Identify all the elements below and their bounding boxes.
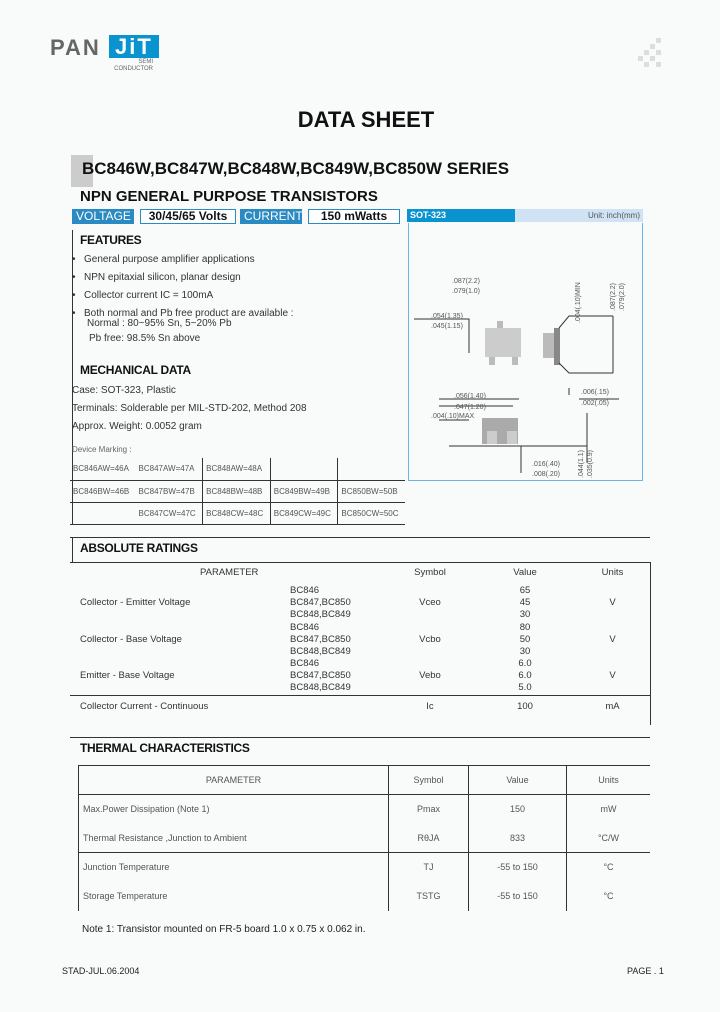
mech-case: Case: SOT-323, Plastic <box>72 385 176 396</box>
divider <box>70 537 650 538</box>
param: Collector - Emitter Voltage <box>80 596 191 608</box>
symbol: Pmax <box>389 795 469 824</box>
logo-sub2: CONDUCTOR <box>114 66 153 72</box>
page-title: DATA SHEET <box>297 107 435 132</box>
value: 833 <box>469 824 567 853</box>
right-rule <box>650 562 651 725</box>
value: 50 <box>519 633 531 645</box>
feature-subitems <box>87 316 232 346</box>
current-value: 150 mWatts <box>308 209 400 224</box>
unit: mW <box>567 795 651 824</box>
package-header <box>407 209 643 222</box>
feature-sub-normal: Normal : 80~95% Sn, 5~20% Pb <box>87 318 232 329</box>
thermal-heading: THERMAL CHARACTERISTICS <box>80 741 250 755</box>
header-value: Value <box>469 766 567 795</box>
cell: BC847AW=47A <box>136 458 203 480</box>
header-symbol: Symbol <box>389 766 469 795</box>
absolute-ratings-heading: ABSOLUTE RATINGS <box>80 541 198 555</box>
value: 6.0 <box>518 670 532 682</box>
dim-label: .079(1.0) <box>452 288 481 295</box>
unit: °C <box>567 853 651 882</box>
part: BC848,BC849 <box>290 608 351 620</box>
footer-doc-id: STAD-JUL.06.2004 <box>62 966 140 976</box>
header-parameter: PARAMETER <box>205 775 262 785</box>
dim-label: .016(.40) <box>532 461 561 468</box>
symbol: RθJA <box>389 824 469 853</box>
symbol: Vcbo <box>419 633 441 645</box>
table-row <box>79 795 651 824</box>
dim-label: .087(2.2) <box>610 282 617 311</box>
mechanical-heading: MECHANICAL DATA <box>80 363 191 377</box>
part: BC847,BC850 <box>290 596 351 608</box>
package-unit: Unit: inch(mm) <box>587 211 640 220</box>
absolute-ratings-table <box>70 562 650 719</box>
cell <box>338 458 405 480</box>
unit: V <box>609 596 616 608</box>
decorative-squares <box>636 38 666 68</box>
dim-label: .004(.10)MIN <box>575 282 582 323</box>
dim-label: .079(2.0) <box>619 282 626 311</box>
features-heading: FEATURES <box>80 233 142 247</box>
dim-label: .056(1.40) <box>454 393 486 400</box>
mechanical-lines <box>72 382 307 436</box>
symbol: TJ <box>389 853 469 882</box>
value: 65 <box>519 584 531 596</box>
current-label: CURRENT <box>240 209 302 224</box>
value: 150 <box>469 795 567 824</box>
cell <box>70 502 136 524</box>
dim-label: .002(.05) <box>581 400 610 407</box>
marking-table <box>70 458 405 525</box>
mech-terminals: Terminals: Solderable per MIL-STD-202, Method 208 <box>72 403 307 414</box>
value: 80 <box>519 621 531 633</box>
feature-item: • NPN epitaxial silicon, planar design <box>72 269 294 287</box>
param: Emitter - Base Voltage <box>80 670 175 682</box>
dim-label: .004(.10)MAX <box>431 413 475 420</box>
value: 30 <box>519 645 531 657</box>
dim-label: .054(1.35) <box>431 313 463 320</box>
part: BC846 <box>290 584 320 596</box>
voltage-value: 30/45/65 Volts <box>140 209 236 224</box>
param: Max.Power Dissipation (Note 1) <box>83 804 210 815</box>
symbol: Vceo <box>419 596 441 608</box>
unit: °C <box>567 882 651 911</box>
part: BC848,BC849 <box>290 645 351 657</box>
thermal-table <box>78 765 650 911</box>
table-row <box>70 621 650 658</box>
symbol: TSTG <box>389 882 469 911</box>
table-row <box>79 824 651 853</box>
package-drawing <box>408 223 643 481</box>
part: BC846 <box>290 658 320 670</box>
unit: V <box>609 633 616 645</box>
header-units: Units <box>567 766 651 795</box>
divider <box>70 737 650 738</box>
cell: BC846BW=46B <box>70 480 136 502</box>
feature-sub-pbfree: Pb free: 98.5% Sn above <box>89 333 201 344</box>
dim-label: .087(2.2) <box>452 278 481 285</box>
dim-label: .035(0.9) <box>587 449 594 478</box>
dim-label: .008(.20) <box>532 471 561 478</box>
symbol: Vebo <box>419 670 441 682</box>
package-name: SOT-323 <box>407 209 515 222</box>
cell: BC846AW=46A <box>70 458 136 480</box>
cell: BC848BW=48B <box>203 480 271 502</box>
subtitle: NPN GENERAL PURPOSE TRANSISTORS <box>80 188 378 205</box>
part: BC847,BC850 <box>290 670 351 682</box>
marking-label: Device Marking : <box>72 445 132 454</box>
cell: BC850BW=50B <box>338 480 405 502</box>
param: Junction Temperature <box>83 862 170 873</box>
cell: BC849BW=49B <box>270 480 338 502</box>
cell: BC847BW=47B <box>136 480 203 502</box>
header-symbol: Symbol <box>414 567 446 578</box>
value: 30 <box>519 608 531 620</box>
cell <box>270 458 338 480</box>
table-row <box>70 658 650 695</box>
part: BC846 <box>290 621 320 633</box>
table-row <box>70 695 650 719</box>
unit: V <box>609 670 616 682</box>
value: 6.0 <box>518 658 532 670</box>
dim-label: .006(.15) <box>581 389 610 396</box>
value: 5.0 <box>518 682 532 694</box>
unit: °C/W <box>567 824 651 853</box>
cell: BC850CW=50C <box>338 502 405 524</box>
features-list <box>72 251 294 323</box>
package-outline-drawing <box>409 223 644 481</box>
table-row <box>79 853 651 882</box>
cell: BC849CW=49C <box>270 502 338 524</box>
cell: BC848AW=48A <box>203 458 271 480</box>
logo-pan: PAN <box>50 35 101 60</box>
param: Collector - Base Voltage <box>80 633 182 645</box>
param: Collector Current - Continuous <box>80 701 209 713</box>
header-value: Value <box>513 567 537 578</box>
logo-sub1: SEMI <box>138 59 153 65</box>
logo-subtitle <box>105 59 153 73</box>
feature-item: • General purpose amplifier applications <box>72 251 294 269</box>
symbol: Ic <box>426 701 434 713</box>
header-parameter: PARAMETER <box>200 567 259 578</box>
left-rule <box>72 537 73 562</box>
table-header <box>79 766 651 795</box>
part: BC848,BC849 <box>290 682 351 694</box>
mech-weight: Approx. Weight: 0.0052 gram <box>72 421 202 432</box>
dim-label: .045(1.15) <box>431 323 463 330</box>
table-row <box>70 480 405 502</box>
value: -55 to 150 <box>469 882 567 911</box>
table-row <box>70 502 405 524</box>
dim-label: .047(1.20) <box>454 404 486 411</box>
value: 100 <box>517 701 533 713</box>
dim-label: .044(1.1) <box>578 449 585 478</box>
cell: BC847CW=47C <box>136 502 203 524</box>
header-units: Units <box>601 567 624 578</box>
value: -55 to 150 <box>469 853 567 882</box>
table-row <box>70 584 650 621</box>
cell: BC848CW=48C <box>203 502 271 524</box>
value: 45 <box>519 596 531 608</box>
logo-jit: JiT <box>109 35 159 58</box>
footer-page: PAGE . 1 <box>627 966 664 976</box>
table-header <box>70 562 650 584</box>
series-title: BC846W,BC847W,BC848W,BC849W,BC850W SERIES <box>82 159 510 178</box>
part: BC847,BC850 <box>290 633 351 645</box>
param: Storage Temperature <box>83 891 168 901</box>
table-row <box>70 458 405 480</box>
voltage-label: VOLTAGE <box>72 209 134 224</box>
feature-item: • Both normal and Pb free product are available : <box>72 305 294 323</box>
param: Thermal Resistance ,Junction to Ambient <box>83 832 247 843</box>
unit: mA <box>605 701 620 713</box>
note: Note 1: Transistor mounted on FR-5 board 1.0 x 0.75 x 0.062 in. <box>82 924 366 935</box>
table-row <box>79 882 651 911</box>
feature-item: • Collector current IC = 100mA <box>72 287 294 305</box>
